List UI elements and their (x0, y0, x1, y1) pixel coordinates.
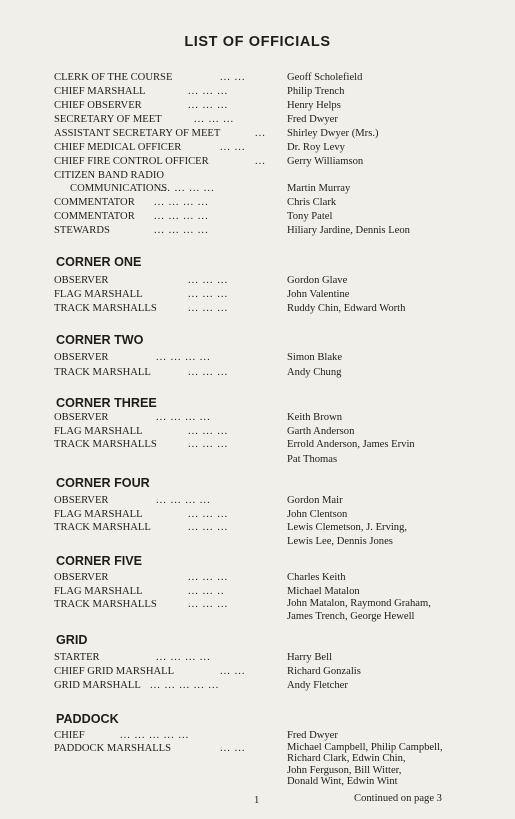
leader-dots: ... ... .. (188, 586, 225, 597)
role-label: SECRETARY OF MEET (54, 114, 162, 125)
official-name: Fred Dwyer (287, 114, 338, 125)
role-label: OBSERVER (54, 572, 109, 583)
official-name: John Clentson (287, 509, 348, 520)
role-label: OBSERVER (54, 275, 109, 286)
leader-dots: ... (255, 156, 266, 167)
role-label: CLERK OF THE COURSE (54, 72, 173, 83)
role-label: TRACK MARSHALLS (54, 303, 157, 314)
leader-dots: ... ... ... ... (156, 352, 211, 363)
official-name: Michael Campbell, Philip Campbell, Richard Clark, Edwin Chin, John Ferguson, Bill Witter, Donald Wint, Edwin Wint (287, 742, 443, 788)
role-label: CHIEF (54, 730, 85, 741)
role-label: TRACK MARSHALL (54, 367, 151, 378)
official-name: Henry Helps (287, 100, 341, 111)
leader-dots: ... ... ... (188, 303, 229, 314)
role-label: FLAG MARSHALL (54, 509, 143, 520)
role-label: ASSISTANT SECRETARY OF MEET (54, 128, 221, 139)
leader-dots: ... ... ... (188, 522, 229, 533)
section-heading-grid: GRID (56, 633, 88, 647)
role-label: COMMUNICATIONS (70, 183, 168, 194)
section-heading-corner-three: CORNER THREE (56, 396, 157, 410)
role-label: TRACK MARSHALL (54, 522, 151, 533)
role-label: STARTER (54, 652, 100, 663)
official-name: Simon Blake (287, 352, 343, 363)
role-label: CHIEF GRID MARSHALL (54, 666, 175, 677)
leader-dots: ... ... ... (188, 100, 229, 111)
official-name: Chris Clark (287, 197, 337, 208)
official-name: Hiliary Jardine, Dennis Leon (287, 225, 410, 236)
leader-dots: ... ... (220, 666, 246, 677)
role-label: FLAG MARSHALL (54, 289, 143, 300)
leader-dots: ... ... ... (188, 367, 229, 378)
leader-dots: ... ... ... ... (156, 652, 211, 663)
role-label: OBSERVER (54, 495, 109, 506)
role-label: FLAG MARSHALL (54, 586, 143, 597)
role-label: OBSERVER (54, 352, 109, 363)
role-label: TRACK MARSHALLS (54, 599, 157, 610)
role-label: CHIEF OBSERVER (54, 100, 142, 111)
official-name: Geoff Scholefield (287, 72, 363, 83)
section-heading-corner-two: CORNER TWO (56, 333, 144, 347)
official-name: Andy Chung (287, 367, 342, 378)
section-heading-corner-four: CORNER FOUR (56, 476, 150, 490)
role-label: COMMENTATOR (54, 211, 135, 222)
leader-dots: ... ... ... ... (160, 183, 215, 194)
leader-dots: ... ... (220, 72, 246, 83)
section-heading-corner-one: CORNER ONE (56, 255, 142, 269)
continued-note: Continued on page 3 (354, 793, 442, 804)
official-name: Fred Dwyer (287, 730, 338, 741)
role-label: CHIEF FIRE CONTROL OFFICER (54, 156, 209, 167)
leader-dots: ... ... ... (188, 86, 229, 97)
leader-dots: ... ... ... ... ... (120, 730, 190, 741)
role-label: GRID MARSHALL (54, 680, 141, 691)
official-name: Errold Anderson, James Ervin Pat Thomas (287, 439, 415, 465)
role-label: FLAG MARSHALL (54, 426, 143, 437)
official-name: Gordon Glave (287, 275, 348, 286)
role-label: CHIEF MEDICAL OFFICER (54, 142, 182, 153)
role-label: CHIEF MARSHALL (54, 86, 146, 97)
official-name: Charles Keith (287, 572, 346, 583)
leader-dots: ... ... (220, 743, 246, 754)
official-name: John Matalon, Raymond Graham, James Trench, George Hewell (287, 598, 431, 622)
role-label: PADDOCK MARSHALLS (54, 743, 172, 754)
leader-dots: ... ... ... (194, 114, 235, 125)
leader-dots: ... ... ... (188, 289, 229, 300)
section-heading-corner-five: CORNER FIVE (56, 554, 143, 568)
role-label: COMMENTATOR (54, 197, 135, 208)
official-name: Harry Bell (287, 652, 333, 663)
official-name: Gerry Williamson (287, 156, 364, 167)
official-name: Philip Trench (287, 86, 345, 97)
leader-dots: ... ... ... ... (154, 211, 209, 222)
leader-dots: ... ... ... ... (154, 197, 209, 208)
leader-dots: ... ... ... ... (154, 225, 209, 236)
official-name: John Valentine (287, 289, 350, 300)
official-name: Andy Fletcher (287, 680, 348, 691)
leader-dots: ... ... ... (188, 509, 229, 520)
official-name: Garth Anderson (287, 426, 355, 437)
official-name: Richard Gonzalis (287, 666, 361, 677)
leader-dots: ... ... ... ... (156, 495, 211, 506)
official-name: Lewis Clemetson, J. Erving, Lewis Lee, Dennis Jones (287, 522, 408, 547)
leader-dots: ... ... (220, 142, 246, 153)
leader-dots: ... ... ... ... ... (150, 680, 220, 691)
leader-dots: ... ... ... (188, 599, 229, 610)
role-label: OBSERVER (54, 412, 109, 423)
official-name: Dr. Roy Levy (287, 142, 345, 153)
official-name: Gordon Mair (287, 495, 343, 506)
leader-dots: ... (255, 128, 266, 139)
official-name: Ruddy Chin, Edward Worth (287, 303, 406, 314)
role-label: CITIZEN BAND RADIO (54, 170, 165, 181)
official-name: Keith Brown (287, 412, 343, 423)
page-title: LIST OF OFFICIALS (184, 34, 331, 50)
page-number: 1 (254, 795, 260, 806)
leader-dots: ... ... ... (188, 439, 229, 450)
role-label: TRACK MARSHALLS (54, 439, 157, 450)
official-name: Tony Patel (287, 211, 333, 222)
leader-dots: ... ... ... ... (156, 412, 211, 423)
official-name: Shirley Dwyer (Mrs.) (287, 128, 379, 139)
official-name: Martin Murray (287, 183, 351, 194)
section-heading-paddock: PADDOCK (56, 712, 119, 726)
role-label: STEWARDS (54, 225, 110, 236)
official-name: Michael Matalon (287, 586, 360, 597)
leader-dots: ... ... ... (188, 572, 229, 583)
leader-dots: ... ... ... (188, 426, 229, 437)
leader-dots: ... ... ... (188, 275, 229, 286)
